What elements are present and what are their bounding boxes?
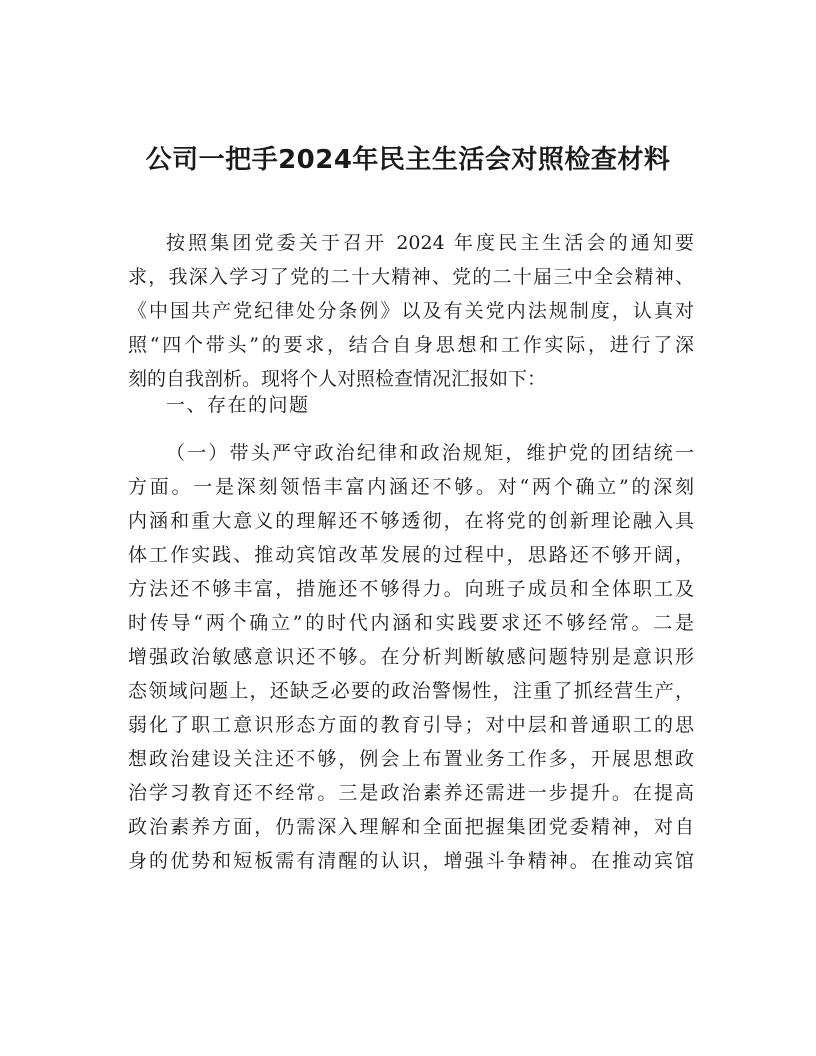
section1-line: 内涵和重大意义的理解还不够透彻，在将党的创新理论融入具 bbox=[128, 510, 694, 532]
document-title: 公司一把手2024年民主生活会对照检查材料 bbox=[145, 145, 671, 175]
section-heading: 一、存在的问题 bbox=[166, 394, 310, 416]
section1-line: 方面。一是深刻领悟丰富内涵还不够。对“两个确立”的深刻 bbox=[128, 476, 694, 498]
intro-line: 按照集团党委关于召开 2024 年度民主生活会的通知要 bbox=[166, 232, 694, 254]
section1-line: 治学习教育还不经常。三是政治素养还需进一步提升。在提高 bbox=[128, 782, 694, 804]
section1-line: 体工作实践、推动宾馆改革发展的过程中，思路还不够开阔， bbox=[128, 544, 694, 566]
intro-line: 《中国共产党纪律处分条例》以及有关党内法规制度，认真对 bbox=[128, 300, 694, 322]
section1-line: 时传导“两个确立”的时代内涵和实践要求还不够经常。二是 bbox=[128, 612, 694, 634]
section1-line: 增强政治敏感意识还不够。在分析判断敏感问题特别是意识形 bbox=[128, 646, 694, 668]
section1-line: （一）带头严守政治纪律和政治规矩，维护党的团结统一 bbox=[166, 442, 694, 464]
intro-line: 照“四个带头”的要求，结合自身思想和工作实际，进行了深 bbox=[128, 334, 694, 356]
intro-line: 刻的自我剖析。现将个人对照检查情况汇报如下： bbox=[128, 368, 547, 390]
section1-line: 弱化了职工意识形态方面的教育引导；对中层和普通职工的思 bbox=[128, 714, 694, 736]
section1-line: 方法还不够丰富，措施还不够得力。向班子成员和全体职工及 bbox=[128, 578, 694, 600]
section1-paragraph bbox=[128, 436, 694, 878]
intro-line: 求，我深入学习了党的二十大精神、党的二十届三中全会精神、 bbox=[128, 266, 694, 288]
section1-line: 想政治建设关注还不够，例会上布置业务工作多，开展思想政 bbox=[128, 748, 694, 770]
section-heading-block bbox=[128, 388, 694, 422]
section1-line: 态领域问题上，还缺乏必要的政治警惕性，注重了抓经营生产， bbox=[128, 680, 694, 702]
section1-line: 政治素养方面，仍需深入理解和全面把握集团党委精神，对自 bbox=[128, 816, 694, 838]
intro-paragraph bbox=[128, 226, 694, 396]
section1-line: 身的优势和短板需有清醒的认识，增强斗争精神。在推动宾馆 bbox=[128, 850, 694, 872]
